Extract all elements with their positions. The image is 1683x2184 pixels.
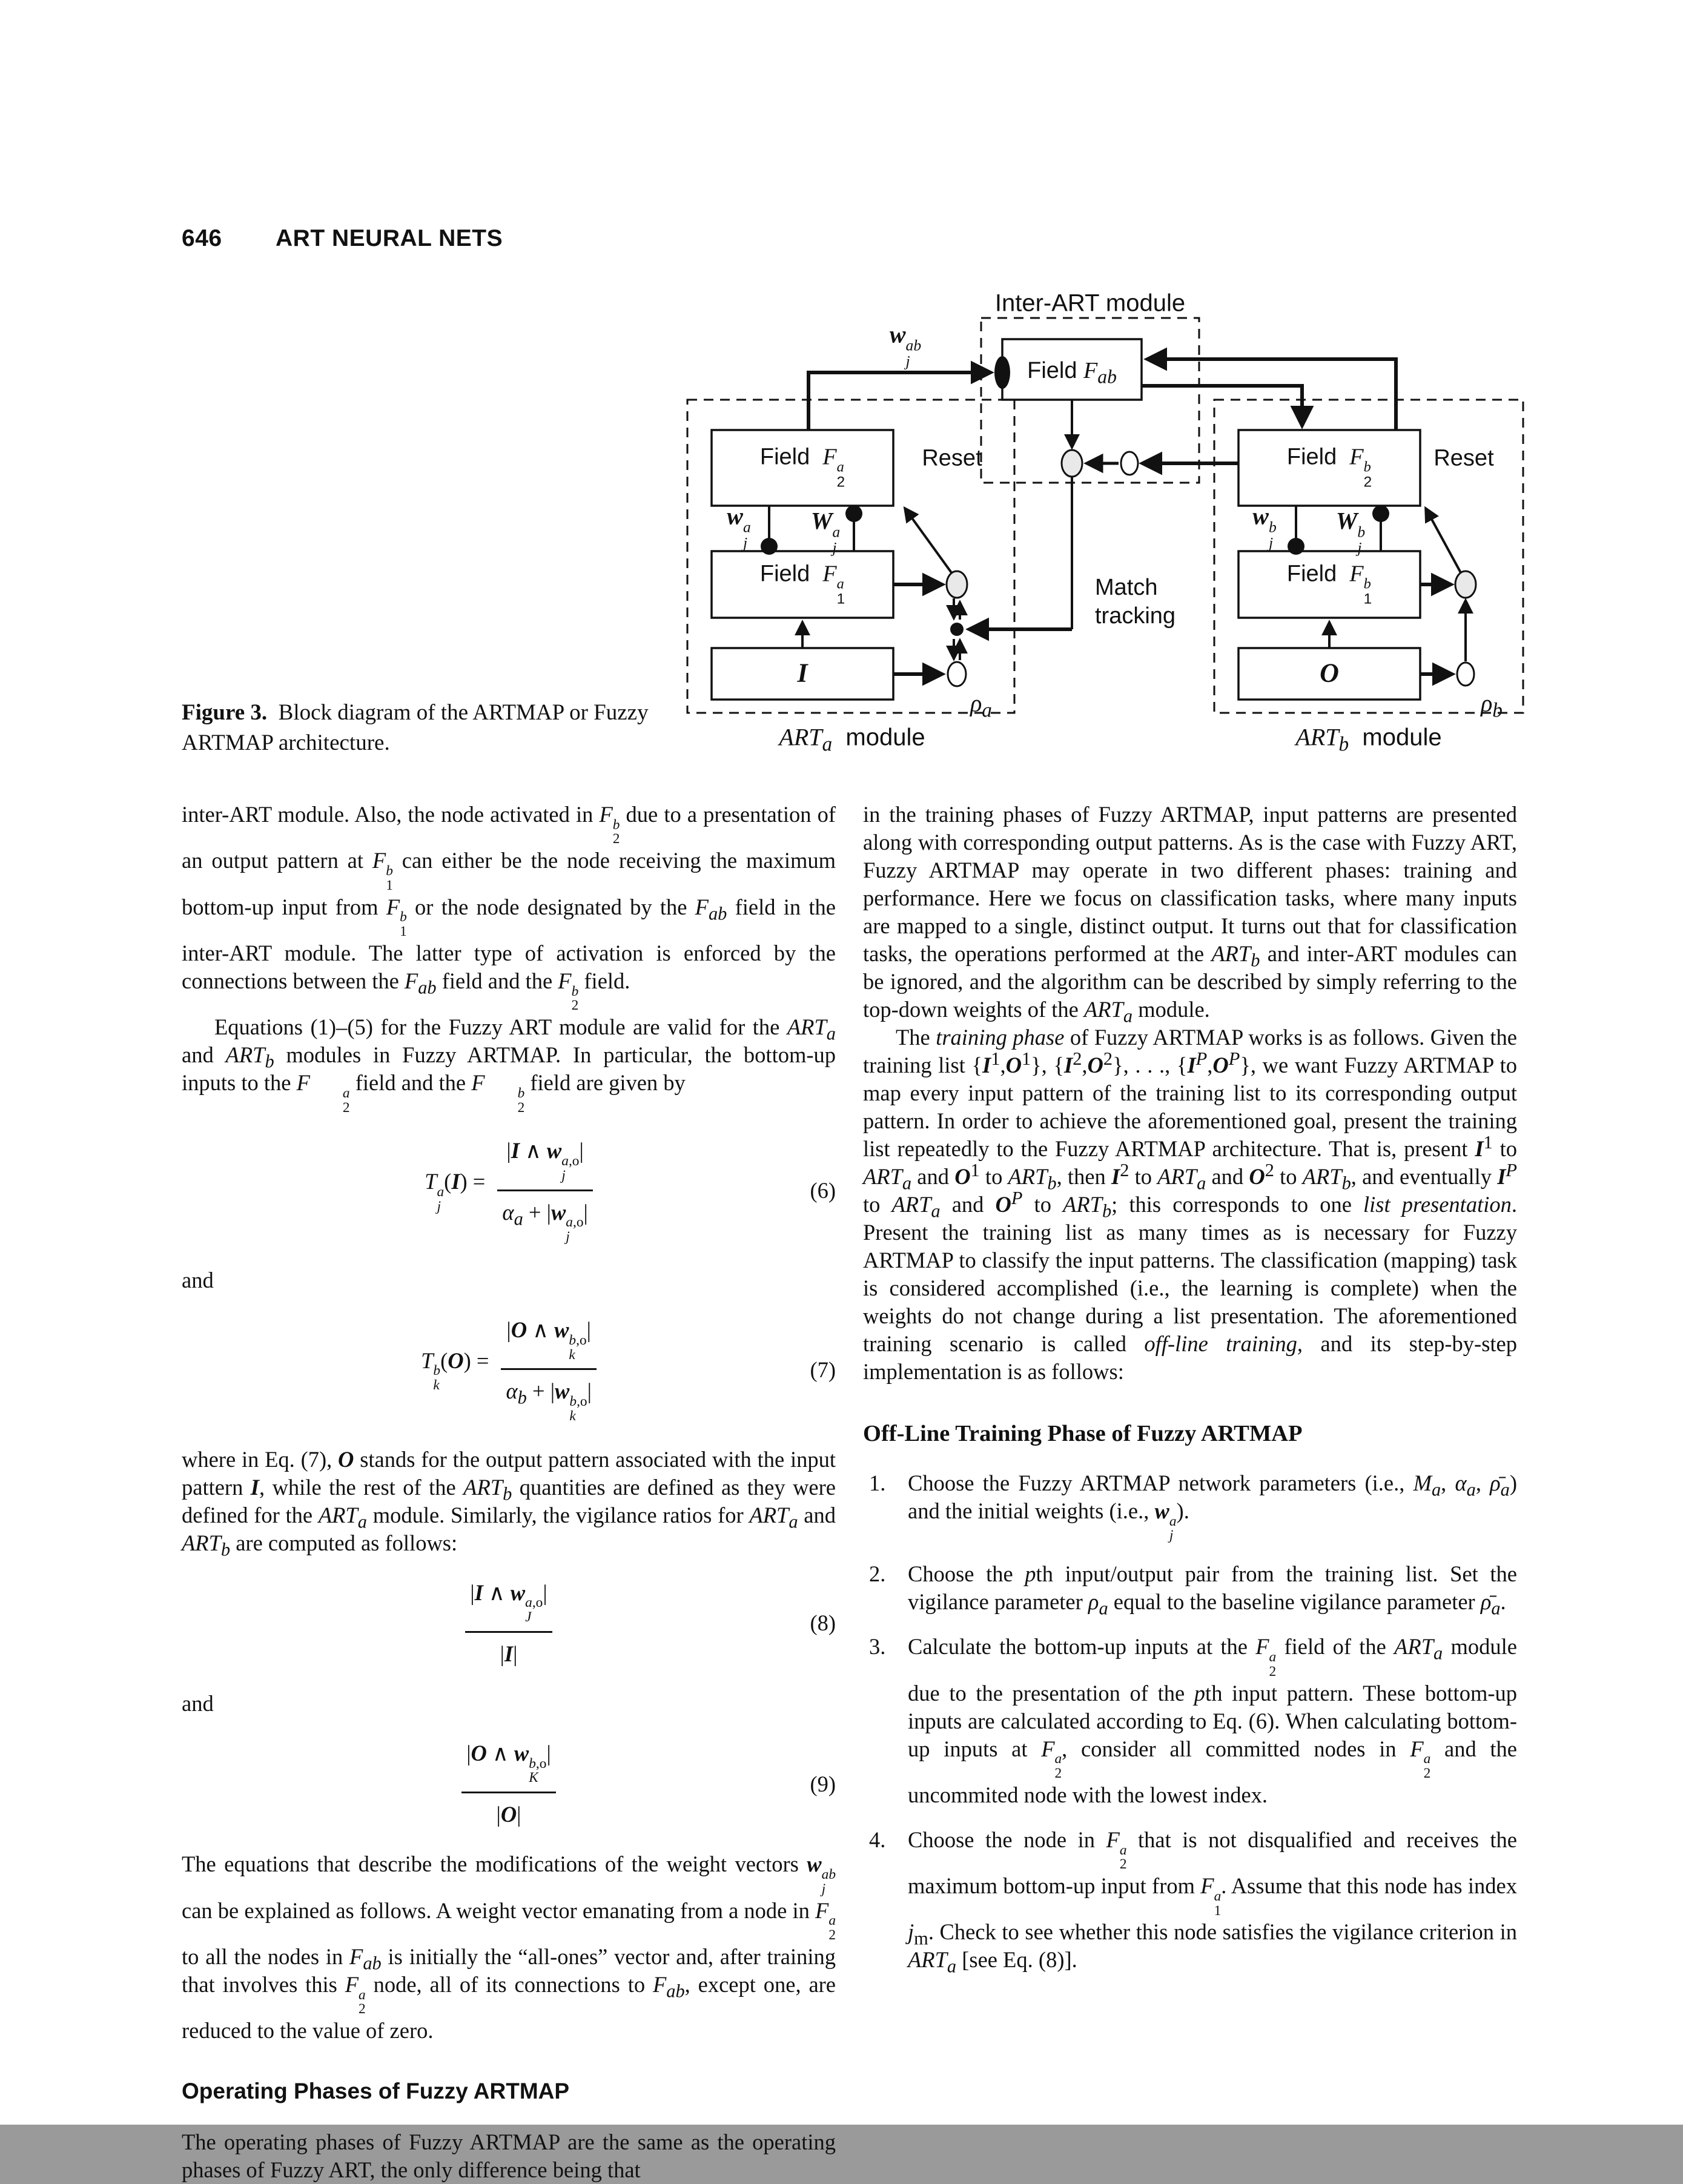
equation-number: (6): [810, 1178, 836, 1203]
wja-synapse-dot: [761, 538, 778, 555]
paragraph: in the training phases of Fuzzy ARTMAP, input patterns are presented along with corresponding output patterns. As is the case with Fuzzy ART, Fuzzy ARTMAP may operate in two different phases: training and performance. Here we focus on classification tasks, where many inputs are mapped to a single, distinct output. It turns out that for classification tasks, the operations performed at the $ART_b$ and inter-ART modules can be ignored, and the algorithm can be described by simply referring to the top-down weights of the $ART_a$ module.: [863, 802, 1517, 1027]
section-heading-operating-phases: Operating Phases of Fuzzy ARTMAP: [182, 2079, 570, 2104]
equation-7: [182, 1316, 836, 1424]
rho-a-label: $\rho_a$: [970, 689, 992, 722]
artb-module-label: $ART_b$ module: [1295, 723, 1442, 756]
fab-input-terminal: [994, 356, 1010, 389]
wja-label: w a j: [727, 502, 751, 552]
list-item-number: 2.: [869, 1561, 886, 1587]
equation-lhs: T a j (I) =: [425, 1169, 486, 1214]
field-f2a-label: Field F a 2: [759, 444, 845, 491]
running-head-title: ART NEURAL NETS: [276, 225, 503, 251]
paragraph: where in Eq. (7), O stands for the output pattern associated with the input pattern I, while the rest of the $ART_b$ quantities are defined as they were defined for the $ART_a$ module. Similarly, the vigilance ratios for $ART_a$ and $ART_b$ are computed as follows:: [182, 1446, 836, 1560]
figure-3-diagram: [678, 282, 1532, 754]
paragraph: Equations (1)–(5) for the Fuzzy ART module are valid for the $ART_a$ and $ART_b$ modules in Fuzzy ARTMAP. In particular, the bottom-up inputs to the F a 2 field and the F b 2 field are given by: [182, 1014, 836, 1116]
equation-8: [182, 1579, 836, 1668]
list-item-text: Choose the Fuzzy ARTMAP network parameters (i.e., $M_a$, $\alpha_a$, $\rhō_a$) and the initial weights (i.e., w a j ).: [908, 1471, 1518, 1544]
arta-upper-vigilance-node: [947, 571, 967, 598]
fraction: |I ∧ w a,o J | |I|: [465, 1579, 552, 1668]
list-item-number: 4.: [869, 1827, 886, 1852]
equation-number: (8): [810, 1610, 836, 1636]
field-fab-label: Field $F_{ab}$: [1027, 358, 1117, 388]
fraction: |O ∧ w b,o K | |O|: [461, 1739, 556, 1828]
field-f1b-label: Field F b 1: [1286, 561, 1372, 607]
list-item: [863, 1826, 1518, 1977]
list-item: [863, 1633, 1517, 1809]
equation-number: (7): [810, 1357, 836, 1382]
field-f2b-label: Field F b 2: [1286, 444, 1372, 491]
wjab-label: w ab j: [889, 320, 922, 370]
input-i-label: I: [797, 658, 808, 688]
list-item-number: 3.: [869, 1634, 886, 1660]
reset-b-label: Reset: [1433, 445, 1494, 471]
left-column: [182, 801, 836, 2184]
field-f1a-label: Field F a 1: [759, 561, 845, 607]
inter-art-module-label: Inter-ART module: [994, 290, 1186, 317]
list-item-number: 1.: [869, 1471, 886, 1495]
list-item-text: Calculate the bottom-up inputs at the F a 2 field of the $ART_a$ module due to the presentation of the pth input pattern. These bottom-up inputs are calculated according to Eq. (6). When calculating bottom-up inputs at F a 2 , consider all committed nodes in F a 2 and the uncommited node with the lowest index.: [908, 1634, 1517, 1807]
page-number: 646: [182, 225, 222, 251]
paragraph: The operating phases of Fuzzy ARTMAP are the same as the operating phases of Fuzzy ART, the only difference being that: [182, 2129, 836, 2183]
arta-lower-vigilance-node: [948, 662, 966, 686]
running-head: [182, 225, 503, 252]
reset-a-arrow: [905, 508, 954, 576]
connector-text: and: [182, 1690, 214, 1716]
fraction: |I ∧ w a,o j | $\alpha_a + |w$ a,o j |: [497, 1137, 592, 1245]
paragraph: The equations that describe the modifications of the weight vectors w ab j can be explained as follows. A weight vector emanating from a node in F a 2 to all the nodes in $F_{ab}$ is initially the “all-ones” vector and, after training that involves this F a 2 node, all of its connections to $F_{ab}$, except one, are reduced to the value of zero.: [182, 1851, 836, 2043]
reset-a-label: Reset: [922, 445, 982, 471]
equation-lhs: T b k (O) =: [421, 1348, 489, 1394]
list-item-text: Choose the node in F a 2 that is not disqualified and receives the maximum bottom-up input from F a 1 . Assume that this node has index $j_m$. Check to see whether this node satisfies the vigilance criterion in $ART_a$ [see Eq. (8)].: [908, 1827, 1518, 1977]
fraction: |O ∧ w b,o k | $\alpha_b + |w$ b,o k |: [501, 1316, 596, 1424]
Wja-synapse-dot: [845, 505, 862, 522]
inter-art-relay-node: [1121, 452, 1138, 475]
Wjb-label: W b j: [1335, 507, 1366, 557]
match-tracking-junction-dot: [950, 623, 964, 636]
section-heading-offline-training: Off-Line Training Phase of Fuzzy ARTMAP: [863, 1421, 1303, 1446]
equation-9: [182, 1739, 836, 1828]
Wjb-synapse-dot: [1372, 505, 1389, 522]
f2b-to-fab-pathway: [1147, 359, 1396, 430]
wjb-synapse-dot: [1288, 538, 1304, 555]
inter-art-junction-node: [1062, 450, 1082, 477]
equation-number: (9): [810, 1771, 836, 1796]
match-tracking-label: Match tracking: [1095, 575, 1176, 629]
output-o-label: O: [1320, 658, 1339, 688]
paragraph: The training phase of Fuzzy ARTMAP works is as follows. Given the training list $\{I^1,O^1\}$, $\{I^2,O^2\}$, . . ., $\{I^P,O^P\}$, we want Fuzzy ARTMAP to map every input pattern of the training list to its corresponding output pattern. In order to achieve the aforementioned goal, present the training list repeatedly to the Fuzzy ARTMAP architecture. That is, present $I^1$ to $ART_a$ and $O^1$ to $ART_b$, then $I^2$ to $ART_a$ and $O^2$ to $ART_b$, and eventually $I^P$ to $ART_a$ and $O^P$ to $ART_b$; this corresponds to one list presentation. Present the training list as many times as is necessary for Fuzzy ARTMAP to classify the input patterns. The classification (mapping) task is considered accomplished (i.e., the learning is complete) when the weights do not change during a list presentation. The aforementioned training scenario is called off-line training, and its step-by-step implementation is as follows:: [863, 1025, 1517, 1384]
equation-6: [182, 1137, 836, 1245]
arta-module-label: $ART_a$ module: [779, 723, 925, 756]
artb-lower-vigilance-node: [1457, 663, 1474, 686]
reset-b-arrow: [1426, 508, 1463, 576]
rho-b-label: $\rho_b$: [1481, 689, 1503, 722]
artb-upper-vigilance-node: [1455, 571, 1476, 598]
list-item-text: Choose the pth input/output pair from the training list. Set the vigilance parameter $\rho_a$ equal to the baseline vigilance parameter $\rhō_a$.: [908, 1561, 1517, 1619]
list-item: [863, 1560, 1517, 1619]
fab-to-f2b-pathway: [1142, 386, 1302, 426]
wjab-pathway: [808, 372, 991, 430]
figure-caption: Figure 3. Block diagram of the ARTMAP or Fuzzy ARTMAP architecture.: [182, 700, 649, 755]
paragraph: inter-ART module. Also, the node activated in F b 2 due to a presentation of an output pattern at F b 1 can either be the node receiving the maximum bottom-up input from F b 1 or the node designated by the $F_{ab}$ field in the inter-ART module. The latter type of activation is enforced by the connections between the $F_{ab}$ field and the F b 2 field.: [182, 802, 836, 1014]
right-column: [863, 801, 1517, 1991]
connector-text: and: [182, 1268, 214, 1293]
Wja-label: W a j: [810, 507, 841, 557]
wjb-label: w b j: [1252, 502, 1277, 552]
list-item: [863, 1469, 1517, 1543]
